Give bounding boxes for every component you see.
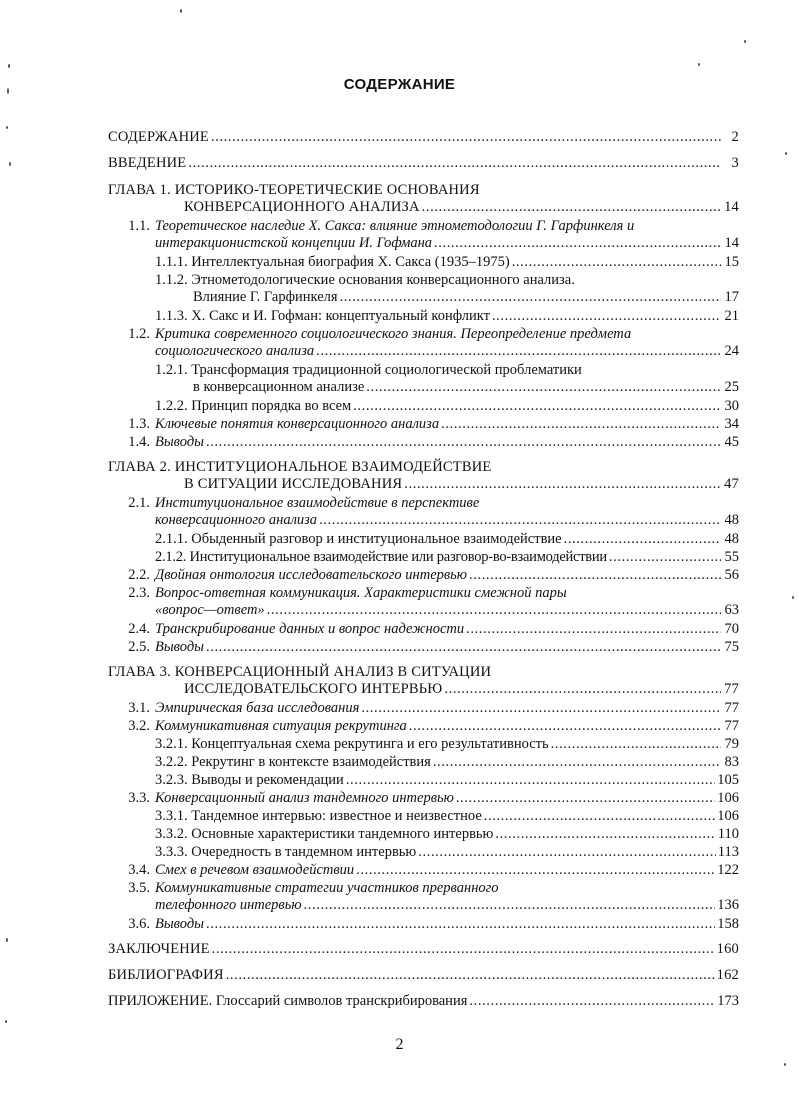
toc-page-number: 63 (724, 602, 739, 618)
toc-entry-label: 3.3.2. Основные характеристики тандемного интервью (155, 826, 494, 842)
toc-section-3-3[interactable] (155, 790, 739, 807)
toc-page-number: 2 (731, 129, 739, 145)
toc-page-number: 14 (724, 235, 739, 251)
toc-section-number: 1.1. (128, 218, 150, 234)
toc-entry-label: Институциональное взаимодействие в перспективе (155, 495, 480, 511)
toc-page-number: 70 (724, 621, 739, 637)
toc-chapter-3[interactable] (108, 664, 739, 698)
toc-entry-appendix[interactable] (108, 993, 739, 1010)
toc-page-number: 45 (724, 434, 739, 450)
toc-page-number: 77 (724, 718, 739, 734)
toc-page-number: 105 (717, 772, 739, 788)
toc-entry-label: Смех в речевом взаимодействии (155, 862, 355, 878)
toc-entry-label-continued: интеракционистской концепции И. Гофмана (155, 235, 433, 251)
toc-entry-contents[interactable] (108, 129, 739, 146)
toc-entry-label: Эмпирическая база исследования (155, 700, 360, 716)
toc-entry-label: БИБЛИОГРАФИЯ (108, 967, 224, 983)
toc-section-number: 3.3. (128, 790, 150, 806)
toc-section-number: 2.1. (128, 495, 150, 511)
toc-entry-label-continued: КОНВЕРСАЦИОННОГО АНАЛИЗА (184, 199, 420, 215)
toc-page-number: 24 (724, 343, 739, 359)
toc-page-number: 160 (716, 941, 739, 957)
toc-entry-label: ПРИЛОЖЕНИЕ. Глоссарий символов транскрибирования (108, 993, 468, 1009)
toc-entry-label: 1.1.3. Х. Сакс и И. Гофман: концептуальный конфликт (155, 308, 490, 324)
toc-section-number: 1.3. (128, 416, 150, 432)
toc-entry-introduction[interactable] (108, 155, 739, 172)
toc-entry-label: 3.2.3. Выводы и рекомендации (155, 772, 344, 788)
toc-entry-label: ВВЕДЕНИЕ (108, 155, 187, 171)
toc-section-2-2[interactable] (155, 567, 739, 584)
toc-entry-label: 1.1.1. Интеллектуальная биография Х. Сакса (1935–1975) (155, 254, 510, 270)
toc-entry-label: Выводы (155, 434, 204, 450)
toc-subsection-3-3-1[interactable] (155, 808, 739, 825)
toc-entry-label-continued: ИССЛЕДОВАТЕЛЬСКОГО ИНТЕРВЬЮ (184, 681, 443, 697)
toc-entry-label: 1.2.1. Трансформация традиционной социологической проблематики (155, 362, 582, 378)
toc-subsection-3-2-2[interactable] (155, 754, 739, 771)
toc-subsection-3-3-3[interactable] (155, 844, 739, 861)
toc-entry-label: Критика современного социологического знания. Переопределение предмета (155, 326, 632, 342)
toc-page-number: 79 (724, 736, 739, 752)
toc-page-number: 75 (724, 639, 739, 655)
toc-entry-label: Теоретическое наследие Х. Сакса: влияние этнометодологии Г. Гарфинкеля и (155, 218, 635, 234)
toc-page-number: 17 (724, 289, 739, 305)
toc-page-number: 48 (724, 512, 739, 528)
scan-speck (9, 162, 11, 166)
toc-section-number: 3.6. (128, 916, 150, 932)
scan-speck (6, 126, 8, 129)
toc-page-number: 158 (717, 916, 739, 932)
toc-entry-label-continued: телефонного интервью (155, 897, 302, 913)
toc-subsection-3-3-2[interactable] (155, 826, 739, 843)
toc-entry-label: Двойная онтология исследовательского интервью (155, 567, 468, 583)
scan-speck (784, 1063, 786, 1066)
toc-page-number: 162 (716, 967, 739, 983)
toc-entry-label: Транскрибирование данных и вопрос надежности (155, 621, 465, 637)
scan-speck (180, 9, 182, 13)
toc-section-3-4[interactable] (155, 862, 739, 879)
scan-speck (785, 152, 787, 155)
toc-subsection-1-2-1[interactable] (155, 362, 739, 396)
toc-section-number: 1.2. (128, 326, 150, 342)
toc-entry-label: 2.1.1. Обыденный разговор и институциональное взаимодействие (155, 531, 562, 547)
toc-subsection-1-1-1[interactable] (155, 254, 739, 271)
toc-section-1-2[interactable] (155, 326, 739, 360)
toc-page-number: 48 (724, 531, 739, 547)
toc-page-number: 56 (724, 567, 739, 583)
toc-section-2-1[interactable] (155, 495, 739, 529)
toc-subsection-2-1-1[interactable] (155, 531, 739, 548)
toc-page-number: 83 (724, 754, 739, 770)
page-title: СОДЕРЖАНИЕ (343, 76, 456, 93)
toc-section-3-5[interactable] (155, 880, 739, 914)
toc-entry-label: Выводы (155, 639, 204, 655)
toc-page-number: 55 (724, 549, 739, 565)
toc-page-number: 77 (724, 700, 739, 716)
page-number: 2 (395, 1036, 404, 1053)
toc-entry-label-continued: конверсационного анализа (155, 512, 318, 528)
toc-subsection-3-2-3[interactable] (155, 772, 739, 789)
toc-entry-label: 3.3.3. Очередность в тандемном интервью (155, 844, 417, 860)
toc-page-number: 15 (724, 254, 739, 270)
toc-page-number: 34 (724, 416, 739, 432)
toc-subsection-1-1-3[interactable] (155, 308, 739, 325)
toc-section-1-1[interactable] (155, 218, 739, 252)
toc-page-number: 122 (717, 862, 739, 878)
toc-page-number: 30 (724, 398, 739, 414)
toc-entry-label: Вопрос-ответная коммуникация. Характеристики смежной пары (155, 585, 567, 601)
toc-entry-label: Выводы (155, 916, 204, 932)
toc-subsection-1-1-2[interactable] (155, 272, 739, 306)
toc-entry-label-continued: социологического анализа (155, 343, 315, 359)
scan-speck (744, 40, 746, 43)
toc-section-number: 3.5. (128, 880, 150, 896)
toc-page-number: 106 (717, 808, 739, 824)
toc-section-2-4[interactable] (155, 621, 739, 638)
toc-page-number: 113 (717, 844, 739, 860)
toc-chapter-1[interactable] (108, 182, 739, 216)
scan-speck (792, 596, 794, 599)
toc-subsection-2-1-2[interactable] (155, 549, 739, 566)
toc-page-number: 77 (724, 681, 739, 697)
toc-page-number: 21 (724, 308, 739, 324)
toc-entry-label: 3.2.1. Концептуальная схема рекрутинга и его результативность (155, 736, 549, 752)
toc-section-number: 2.4. (128, 621, 150, 637)
toc-subsection-3-2-1[interactable] (155, 736, 739, 753)
toc-section-number: 3.1. (128, 700, 150, 716)
toc-page-number: 110 (717, 826, 739, 842)
toc-entry-label: 1.2.2. Принцип порядка во всем (155, 398, 352, 414)
toc-entry-label-continued: Влияние Г. Гарфинкеля (193, 289, 338, 305)
toc-entry-label-continued: «вопрос—ответ» (155, 602, 265, 618)
toc-entry-bibliography[interactable] (108, 967, 739, 984)
scan-speck (7, 88, 9, 94)
toc-section-1-4[interactable] (155, 434, 739, 451)
toc-entry-label: 2.1.2. Институциональное взаимодействие или разговор-во-взаимодействии (155, 549, 607, 565)
toc-section-2-5[interactable] (155, 639, 739, 656)
toc-section-number: 1.4. (128, 434, 150, 450)
toc-section-1-3[interactable] (155, 416, 739, 433)
toc-entry-label: Коммуникативные стратегии участников прерванного (155, 880, 499, 896)
toc-section-number: 3.2. (128, 718, 150, 734)
toc-subsection-1-2-2[interactable] (155, 398, 739, 415)
toc-entry-label: Конверсационный анализ тандемного интервью (155, 790, 454, 806)
toc-entry-conclusion[interactable] (108, 941, 739, 958)
toc-entry-label: 3.2.2. Рекрутинг в контексте взаимодействия (155, 754, 431, 770)
toc-entry-label: ГЛАВА 1. ИСТОРИКО-ТЕОРЕТИЧЕСКИЕ ОСНОВАНИЯ (108, 182, 480, 198)
toc-page-number: 14 (724, 199, 739, 215)
scan-speck (5, 1020, 7, 1023)
toc-page-number: 3 (731, 155, 739, 171)
toc-entry-label-continued: в конверсационном анализе (193, 379, 365, 395)
toc-section-number: 3.4. (128, 862, 150, 878)
toc-chapter-2[interactable] (108, 459, 739, 493)
toc-page-number: 106 (717, 790, 739, 806)
toc-entry-label: 3.3.1. Тандемное интервью: известное и неизвестное (155, 808, 482, 824)
scan-speck (8, 64, 10, 68)
scan-speck (6, 938, 8, 942)
toc-section-number: 2.5. (128, 639, 150, 655)
toc-page-number: 25 (724, 379, 739, 395)
toc-entry-label: СОДЕРЖАНИЕ (108, 129, 209, 145)
scan-speck (698, 63, 700, 66)
toc-entry-label: Ключевые понятия конверсационного анализа (155, 416, 440, 432)
toc-entry-label: ЗАКЛЮЧЕНИЕ (108, 941, 210, 957)
toc-page-number: 173 (717, 993, 739, 1009)
toc-entry-label-continued: В СИТУАЦИИ ИССЛЕДОВАНИЯ (184, 476, 403, 492)
toc-entry-label: ГЛАВА 3. КОНВЕРСАЦИОННЫЙ АНАЛИЗ В СИТУАЦИИ (108, 664, 492, 680)
toc-entry-label: Коммуникативная ситуация рекрутинга (155, 718, 407, 734)
toc-section-2-3[interactable] (155, 585, 739, 619)
toc-section-3-1[interactable] (155, 700, 739, 717)
toc-page-number: 136 (717, 897, 739, 913)
toc-entry-label: ГЛАВА 2. ИНСТИТУЦИОНАЛЬНОЕ ВЗАИМОДЕЙСТВИЕ (108, 459, 492, 475)
toc-page-number: 47 (724, 476, 739, 492)
toc-entry-label: 1.1.2. Этнометодологические основания конверсационного анализа. (155, 272, 575, 288)
toc-section-number: 2.2. (128, 567, 150, 583)
toc-section-3-6[interactable] (155, 916, 739, 933)
toc-section-3-2[interactable] (155, 718, 739, 735)
toc-section-number: 2.3. (128, 585, 150, 601)
